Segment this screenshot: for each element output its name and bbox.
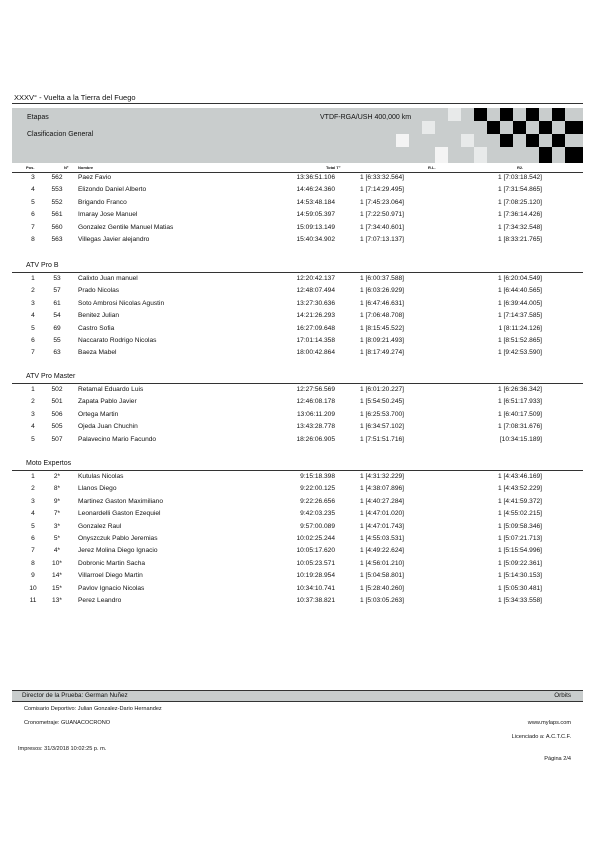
table-row bbox=[12, 299, 583, 309]
cell-r2: 1 [4:41:59.372] bbox=[498, 497, 542, 505]
cell-rl: 1 [5:54:50.245] bbox=[360, 398, 404, 406]
cell-name: Castro Sofia bbox=[78, 324, 115, 332]
col-num: Nº bbox=[64, 165, 69, 170]
table-row bbox=[12, 522, 583, 532]
cell-pos: 1 bbox=[31, 386, 35, 393]
table-row bbox=[12, 311, 583, 321]
cell-num: 506 bbox=[51, 410, 63, 418]
cell-rl: 1 [5:28:40.260] bbox=[360, 584, 404, 592]
cell-total: 14:53:48.184 bbox=[296, 198, 335, 206]
cell-r2: 1 [6:44:40.565] bbox=[498, 287, 542, 295]
cell-name: Ortega Martin bbox=[78, 410, 119, 418]
table-row bbox=[12, 210, 583, 220]
table-row bbox=[12, 559, 583, 569]
cell-total: 13:06:11.209 bbox=[296, 410, 335, 418]
cell-r2: 1 [5:14:30.153] bbox=[498, 572, 542, 580]
cell-name: Gonzalez Gentile Manuel Matias bbox=[78, 223, 174, 231]
column-headers bbox=[12, 165, 583, 173]
cell-name: Leonardelli Gaston Ezequiel bbox=[78, 510, 161, 518]
header-box bbox=[12, 108, 583, 163]
cell-total: 12:20:42.137 bbox=[296, 275, 335, 282]
cell-pos: 6 bbox=[31, 535, 35, 542]
cell-pos: 4 bbox=[31, 423, 35, 431]
table-row bbox=[12, 336, 583, 346]
cell-r2: 1 [9:42:53.590] bbox=[498, 349, 542, 357]
cell-pos: 10 bbox=[29, 584, 37, 592]
table-row bbox=[12, 397, 583, 407]
table-row bbox=[12, 286, 583, 296]
table-row bbox=[12, 546, 583, 556]
cell-num: 69 bbox=[53, 324, 61, 332]
cell-total: 12:27:56.569 bbox=[296, 386, 335, 393]
cell-rl: 1 [7:51:51.716] bbox=[360, 435, 404, 443]
cell-pos: 2 bbox=[31, 485, 35, 493]
cell-num: 53 bbox=[53, 275, 61, 282]
cell-rl: 1 [4:31:32.229] bbox=[360, 473, 404, 480]
cell-r2: 1 [8:33:21.765] bbox=[498, 236, 542, 243]
cell-num: 552 bbox=[51, 198, 63, 206]
cell-pos: 4 bbox=[31, 312, 35, 320]
cell-r2: 1 [7:36:14.426] bbox=[498, 211, 542, 219]
cell-rl: 1 [6:03:26.929] bbox=[360, 287, 404, 295]
cell-num: 15* bbox=[52, 584, 62, 592]
cell-pos: 2 bbox=[31, 287, 35, 295]
cell-name: Kutulas Nicolas bbox=[78, 473, 124, 480]
cell-name: Brigando Franco bbox=[78, 198, 127, 206]
cell-rl: 1 [8:09:21.493] bbox=[360, 337, 404, 344]
cell-pos: 1 bbox=[31, 275, 35, 282]
cell-name: Gonzalez Raul bbox=[78, 522, 122, 530]
table-row bbox=[12, 534, 583, 544]
cell-total: 15:40:34.902 bbox=[296, 236, 335, 243]
cell-total: 12:48:07.494 bbox=[296, 287, 335, 295]
classification-label: Clasificacion General bbox=[27, 131, 94, 138]
table-row bbox=[12, 435, 583, 445]
table-row bbox=[12, 422, 583, 432]
cell-rl: 1 [4:47:01.020] bbox=[360, 510, 404, 518]
cell-num: 553 bbox=[51, 186, 63, 194]
cell-total: 10:19:28.954 bbox=[296, 572, 335, 580]
cell-r2: 1 [4:55:02.215] bbox=[498, 510, 542, 518]
cell-r2: 1 [7:31:54.865] bbox=[498, 186, 542, 194]
cell-r2: 1 [5:34:33.558] bbox=[498, 597, 542, 604]
cell-num: 7* bbox=[53, 510, 61, 518]
category-label: ATV Pro Master bbox=[26, 373, 76, 380]
cell-total: 13:36:51.106 bbox=[296, 174, 335, 181]
cell-rl: 1 [4:55:03.531] bbox=[360, 535, 404, 542]
cell-r2: 1 [7:34:32.548] bbox=[498, 223, 542, 231]
cell-name: Elizondo Daniel Alberto bbox=[78, 186, 147, 194]
cell-num: 9* bbox=[53, 497, 61, 505]
cell-rl: 1 [5:04:58.801] bbox=[360, 572, 404, 580]
cell-pos: 2 bbox=[31, 398, 35, 406]
cell-num: 502 bbox=[51, 386, 63, 393]
cell-name: Martinez Gaston Maximiliano bbox=[78, 497, 164, 505]
cell-total: 13:27:30.636 bbox=[296, 299, 335, 307]
stage-label: Etapas bbox=[27, 114, 49, 121]
cell-r2: 1 [6:40:17.509] bbox=[498, 410, 542, 418]
cell-name: Zapata Pablo Javier bbox=[78, 398, 137, 406]
cell-rl: 1 [7:07:13.137] bbox=[360, 236, 404, 243]
cell-total: 10:05:23.571 bbox=[296, 559, 335, 567]
cell-num: 563 bbox=[51, 236, 63, 243]
cell-rl: 1 [7:14:29.495] bbox=[360, 186, 404, 194]
cell-name: Palavecino Mario Facundo bbox=[78, 435, 157, 443]
cell-name: Paez Favio bbox=[78, 174, 111, 181]
cell-name: Naccarato Rodrigo Nicolas bbox=[78, 337, 157, 344]
orbits-label: Orbits bbox=[554, 692, 571, 699]
cell-r2: 1 [7:08:25.120] bbox=[498, 198, 542, 206]
cell-rl: 1 [7:22:50.971] bbox=[360, 211, 404, 219]
table-row bbox=[12, 185, 583, 195]
cell-r2: 1 [5:09:58.346] bbox=[498, 522, 542, 530]
cell-num: 57 bbox=[53, 287, 61, 295]
cell-name: Dobronic Martin Sacha bbox=[78, 559, 146, 567]
cell-rl: 1 [7:06:48.708] bbox=[360, 312, 404, 320]
cell-name: Soto Ambrosi Nicolas Agustin bbox=[78, 299, 165, 307]
category-rule bbox=[12, 470, 583, 471]
cell-pos: 7 bbox=[31, 223, 35, 231]
cell-rl: 1 [4:56:01.210] bbox=[360, 559, 404, 567]
cell-pos: 11 bbox=[29, 597, 37, 604]
category-rule bbox=[12, 383, 583, 384]
table-row bbox=[12, 348, 583, 358]
table-row bbox=[12, 235, 583, 245]
table-row bbox=[12, 385, 583, 395]
cell-rl: 1 [6:34:57.102] bbox=[360, 423, 404, 431]
cell-name: Perez Leandro bbox=[78, 597, 122, 604]
cell-pos: 1 bbox=[31, 473, 35, 480]
cell-total: 9:42:03.235 bbox=[300, 510, 335, 518]
cell-pos: 3 bbox=[31, 497, 35, 505]
cell-num: 55 bbox=[53, 337, 61, 344]
cell-name: Imaray Jose Manuel bbox=[78, 211, 138, 219]
category-label: Moto Expertos bbox=[26, 460, 72, 467]
table-row bbox=[12, 410, 583, 420]
cell-num: 14* bbox=[52, 572, 62, 580]
cell-num: 2* bbox=[53, 473, 61, 480]
cell-total: 14:46:24.360 bbox=[296, 186, 335, 194]
cell-name: Onyszczuk Pablo Jeremias bbox=[78, 535, 158, 542]
cell-pos: 3 bbox=[31, 410, 35, 418]
cell-pos: 6 bbox=[31, 337, 35, 344]
cell-pos: 3 bbox=[31, 174, 35, 181]
cell-pos: 7 bbox=[31, 349, 35, 357]
cell-total: 10:05:17.620 bbox=[296, 547, 335, 555]
cell-name: Villegas Javier alejandro bbox=[78, 236, 150, 243]
col-r2: R2. bbox=[517, 165, 524, 170]
cell-r2: 1 [6:26:36.342] bbox=[498, 386, 542, 393]
cronometraje-text: Cronometraje: GUANACOCRONO bbox=[24, 720, 111, 726]
cell-total: 10:02:25.244 bbox=[296, 535, 335, 542]
table-row bbox=[12, 173, 583, 183]
cell-rl: 1 [6:25:53.700] bbox=[360, 410, 404, 418]
cell-r2: 1 [5:05:30.481] bbox=[498, 584, 542, 592]
table-row bbox=[12, 571, 583, 581]
cell-num: 10* bbox=[52, 559, 62, 567]
checkered-flag-pattern bbox=[382, 108, 583, 163]
cell-num: 63 bbox=[53, 349, 61, 357]
cell-total: 15:09:13.149 bbox=[296, 223, 335, 231]
cell-r2: 1 [4:43:52.229] bbox=[498, 485, 542, 493]
cell-total: 18:00:42.864 bbox=[296, 349, 335, 357]
cell-rl: 1 [7:45:23.064] bbox=[360, 198, 404, 206]
cell-num: 561 bbox=[51, 211, 63, 219]
page-number: Página 2/4 bbox=[544, 756, 571, 762]
category-label: ATV Pro B bbox=[26, 262, 59, 269]
cell-pos: 8 bbox=[31, 236, 35, 243]
cell-rl: 1 [4:47:01.743] bbox=[360, 522, 404, 530]
cell-r2: 1 [8:11:24.126] bbox=[498, 324, 542, 332]
cell-total: 9:15:18.398 bbox=[300, 473, 335, 480]
comisario-text: Comisario Deportivo: Julian Gonzalez-Dario Hernandez bbox=[24, 706, 162, 712]
table-row bbox=[12, 472, 583, 482]
cell-name: Benitez Julian bbox=[78, 312, 120, 320]
cell-r2: 1 [7:14:37.585] bbox=[498, 312, 542, 320]
cell-r2: 1 [5:09:22.361] bbox=[498, 559, 542, 567]
cell-rl: 1 [4:40:27.284] bbox=[360, 497, 404, 505]
table-row bbox=[12, 274, 583, 284]
website-link[interactable]: www.mylaps.com bbox=[527, 720, 571, 726]
cell-r2: 1 [6:20:04.549] bbox=[498, 275, 542, 282]
cell-pos: 8 bbox=[31, 559, 35, 567]
cell-total: 17:01:14.358 bbox=[296, 337, 335, 344]
cell-r2: 1 [8:51:52.865] bbox=[498, 337, 542, 344]
cell-pos: 7 bbox=[31, 547, 35, 555]
cell-num: 61 bbox=[53, 299, 61, 307]
cell-num: 5* bbox=[53, 535, 61, 542]
cell-num: 501 bbox=[51, 398, 63, 406]
cell-total: 18:26:06.905 bbox=[296, 435, 335, 443]
table-row bbox=[12, 596, 583, 606]
table-row bbox=[12, 584, 583, 594]
stage-info: VTDF-RGA/USH 400,000 km bbox=[320, 114, 412, 121]
cell-name: Calixto Juan manuel bbox=[78, 275, 138, 282]
cell-pos: 5 bbox=[31, 522, 35, 530]
category-rule bbox=[12, 272, 583, 273]
cell-rl: 1 [6:00:37.588] bbox=[360, 275, 404, 282]
cell-pos: 5 bbox=[31, 198, 35, 206]
cell-pos: 4 bbox=[31, 186, 35, 194]
cell-num: 54 bbox=[53, 312, 61, 320]
cell-total: 9:22:00.125 bbox=[300, 485, 335, 493]
col-total: Total T° bbox=[326, 165, 341, 170]
cell-rl: 1 [4:49:22.624] bbox=[360, 547, 404, 555]
cell-pos: 9 bbox=[31, 572, 35, 580]
col-rl: R.L. bbox=[428, 165, 436, 170]
cell-r2: 1 [4:43:46.169] bbox=[498, 473, 542, 480]
cell-name: Ojeda Juan Chuchin bbox=[78, 423, 138, 431]
cell-pos: 3 bbox=[31, 299, 35, 307]
cell-total: 14:59:05.397 bbox=[296, 211, 335, 219]
cell-total: 9:57:00.089 bbox=[300, 522, 335, 530]
table-row bbox=[12, 484, 583, 494]
cell-rl: 1 [6:47:46.631] bbox=[360, 299, 404, 307]
cell-r2: 1 [5:15:54.996] bbox=[498, 547, 542, 555]
cell-r2: 1 [5:07:21.713] bbox=[498, 535, 542, 542]
licencia-text: Licenciado a: A.C.T.C.F. bbox=[511, 734, 571, 740]
table-row bbox=[12, 198, 583, 208]
col-pos: Pos. bbox=[26, 165, 35, 170]
cell-total: 16:27:09.648 bbox=[296, 324, 335, 332]
cell-r2: [10:34:15.189] bbox=[499, 435, 542, 443]
cell-rl: 1 [5:03:05.263] bbox=[360, 597, 404, 604]
print-date: Impresos: 31/3/2018 10:02:25 p. m. bbox=[18, 746, 107, 752]
cell-pos: 5 bbox=[31, 435, 35, 443]
cell-r2: 1 [7:03:18.542] bbox=[498, 174, 542, 181]
title-rule bbox=[12, 103, 583, 104]
cell-rl: 1 [8:15:45.522] bbox=[360, 324, 404, 332]
cell-total: 10:37:38.821 bbox=[296, 597, 335, 604]
cell-pos: 5 bbox=[31, 324, 35, 332]
cell-num: 507 bbox=[51, 435, 63, 443]
cell-rl: 1 [7:34:40.601] bbox=[360, 223, 404, 231]
cell-rl: 1 [4:38:07.896] bbox=[360, 485, 404, 493]
cell-r2: 1 [6:39:44.005] bbox=[498, 299, 542, 307]
event-title: XXXV° - Vuelta a la Tierra del Fuego bbox=[14, 93, 136, 102]
cell-name: Prado Nicolas bbox=[78, 287, 120, 295]
cell-name: Baeza Mabel bbox=[78, 349, 117, 357]
cell-total: 14:21:26.293 bbox=[296, 312, 335, 320]
cell-rl: 1 [8:17:49.274] bbox=[360, 349, 404, 357]
table-row bbox=[12, 497, 583, 507]
cell-pos: 4 bbox=[31, 510, 35, 518]
cell-r2: 1 [7:08:31.676] bbox=[498, 423, 542, 431]
footer-bar bbox=[12, 690, 583, 702]
director-label: Director de la Prueba: German Nuñez bbox=[22, 692, 128, 699]
cell-num: 562 bbox=[51, 174, 63, 181]
cell-total: 9:22:26.656 bbox=[300, 497, 335, 505]
cell-r2: 1 [6:51:17.933] bbox=[498, 398, 542, 406]
cell-num: 3* bbox=[53, 522, 61, 530]
cell-num: 4* bbox=[53, 547, 61, 555]
table-row bbox=[12, 509, 583, 519]
cell-name: Llanos Diego bbox=[78, 485, 117, 493]
cell-num: 13* bbox=[52, 597, 62, 604]
cell-pos: 6 bbox=[31, 211, 35, 219]
cell-num: 560 bbox=[51, 223, 63, 231]
cell-rl: 1 [6:33:32.564] bbox=[360, 174, 404, 181]
cell-num: 8* bbox=[53, 485, 61, 493]
cell-num: 505 bbox=[51, 423, 63, 431]
cell-name: Jerez Molina Diego Ignacio bbox=[78, 547, 158, 555]
cell-name: Retamal Eduardo Luis bbox=[78, 386, 144, 393]
cell-total: 10:34:10.741 bbox=[296, 584, 335, 592]
cell-name: Villarroel Diego Martin bbox=[78, 572, 143, 580]
cell-total: 13:43:28.778 bbox=[296, 423, 335, 431]
cell-total: 12:46:08.178 bbox=[296, 398, 335, 406]
col-name: Nombre bbox=[78, 165, 94, 170]
cell-name: Pavlov Ignacio Nicolas bbox=[78, 584, 145, 592]
table-row bbox=[12, 223, 583, 233]
cell-rl: 1 [6:01:20.227] bbox=[360, 386, 404, 393]
table-row bbox=[12, 324, 583, 334]
